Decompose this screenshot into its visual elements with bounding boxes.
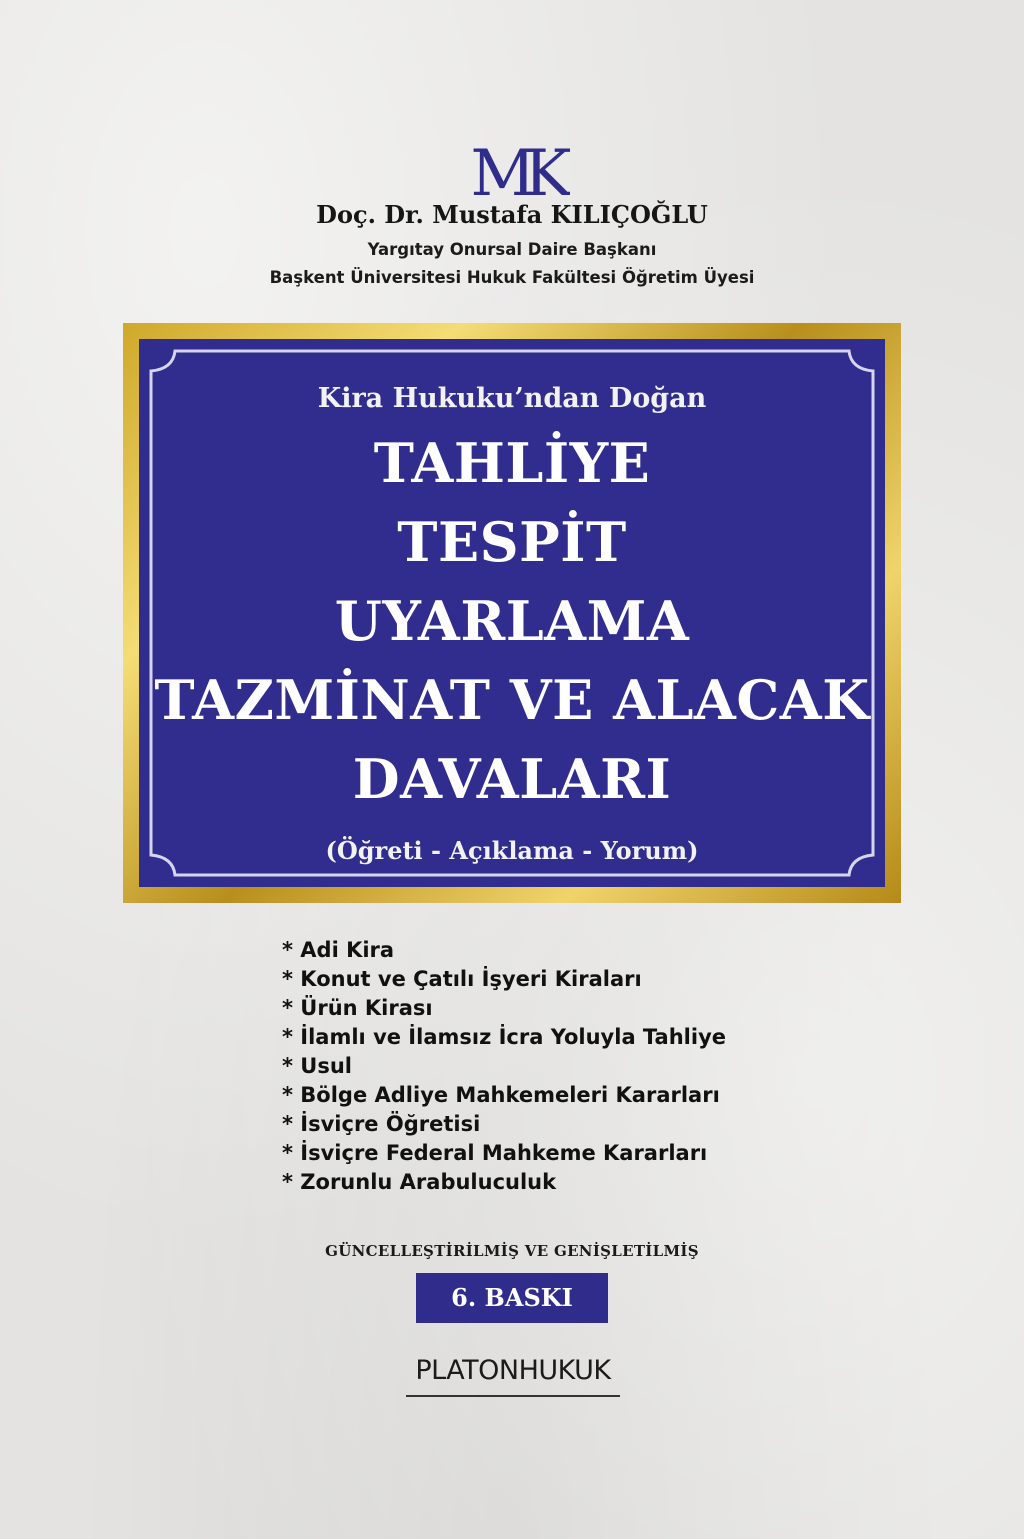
list-item: * İsviçre Federal Mahkeme Kararları bbox=[282, 1141, 708, 1165]
logo-letters: MK bbox=[470, 137, 560, 208]
list-item: * Zorunlu Arabuluculuk bbox=[282, 1170, 557, 1194]
publisher-name: PLATONHUKUK bbox=[415, 1355, 611, 1386]
list-item: * Konut ve Çatılı İşyeri Kiraları bbox=[282, 967, 642, 991]
edition-badge: 6. BASKI bbox=[416, 1273, 608, 1323]
author-title-1: Yargıtay Onursal Daire Başkanı bbox=[367, 240, 657, 259]
title-line-5: DAVALARI bbox=[352, 747, 672, 811]
author-name: Doç. Dr. Mustafa KILIÇOĞLU bbox=[316, 200, 708, 229]
publisher-logo bbox=[400, 1355, 626, 1403]
list-item: * Bölge Adliye Mahkemeleri Kararları bbox=[282, 1083, 720, 1107]
title-frame bbox=[123, 323, 901, 903]
list-item: * Adi Kira bbox=[282, 938, 395, 962]
list-item: * İsviçre Öğretisi bbox=[282, 1112, 481, 1136]
title-line-4: TAZMİNAT VE ALACAK bbox=[154, 668, 870, 732]
cover-subtitle: (Öğreti - Açıklama - Yorum) bbox=[325, 836, 699, 865]
topics-list bbox=[282, 936, 726, 1197]
author-title-2: Başkent Üniversitesi Hukuk Fakültesi Öğretim Üyesi bbox=[269, 268, 755, 287]
title-line-2: TESPİT bbox=[397, 510, 627, 574]
list-item: * Ürün Kirası bbox=[282, 996, 433, 1020]
edition-note: GÜNCELLEŞTİRİLMİŞ VE GENİŞLETİLMİŞ bbox=[325, 1242, 699, 1260]
list-item: * Usul bbox=[282, 1054, 352, 1078]
publisher-underline bbox=[406, 1395, 620, 1397]
title-panel bbox=[139, 339, 885, 887]
mk-logo bbox=[460, 133, 570, 208]
cover-kicker: Kira Hukuku’ndan Doğan bbox=[317, 383, 707, 414]
list-item: * İlamlı ve İlamsız İcra Yoluyla Tahliye bbox=[282, 1025, 726, 1049]
title-line-1: TAHLİYE bbox=[373, 431, 651, 495]
title-line-3: UYARLAMA bbox=[334, 589, 690, 653]
